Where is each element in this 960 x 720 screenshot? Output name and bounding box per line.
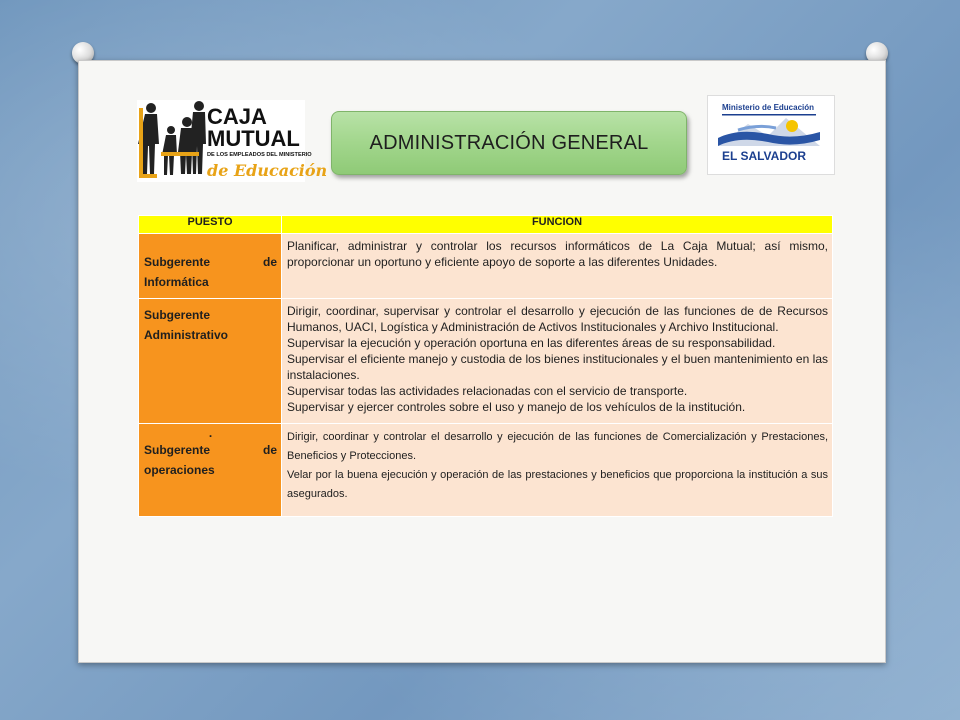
funcion-text: Supervisar el eficiente manejo y custodia de los bienes institucionales y el buen mantenimiento en las instalaciones. [287,352,828,382]
page-title: ADMINISTRACIÓN GENERAL [369,131,649,154]
puesto-text: Subgerente Administrativo [144,308,229,342]
funcion-cell [282,299,833,424]
caja-mutual-logo [137,100,328,182]
logo-text-subtitle: DE LOS EMPLEADOS DEL MINISTERIO [207,152,312,158]
funcion-text: Supervisar y ejercer controles sobre el uso y manejo de los vehículos de la institución. [287,400,746,414]
table-header-row [139,216,833,234]
puesto-cell [139,424,282,517]
funcion-text: Supervisar todas las actividades relacionadas con el servicio de transporte. [287,384,688,398]
table-row [139,299,833,424]
table-row [139,424,833,517]
functions-table [138,215,833,517]
logo-text-mutual: MUTUAL [207,126,300,151]
logo-text-ministerio: Ministerio de Educación [722,103,815,112]
logo-text-caja: CAJA [207,104,267,129]
logo-text-el-salvador: EL SALVADOR [722,149,807,163]
funcion-text: Dirigir, coordinar, supervisar y controlar el desarrollo y ejecución de las funciones de de Recursos Humanos, UACI, Logística y Administración de Activos Institucionales y Archivo Institucional. [287,304,828,334]
funcion-cell [282,234,833,299]
logo-text-educacion: de Educación [207,161,328,180]
funcion-text: Planificar, administrar y controlar los recursos informáticos de La Caja Mutual; así mismo, proporcionar un oportuno y eficiente apoyo de soporte a las diferentes Unidades. [287,239,828,269]
page-title-box [331,111,687,175]
funcion-text: Supervisar la ejecución y operación oportuna en las diferentes áreas de su responsabilidad. [287,336,776,350]
column-header-puesto: PUESTO [139,216,282,234]
ministerio-educacion-logo [707,95,835,175]
column-header-funcion: FUNCION [282,216,833,234]
puesto-text: Subgerente de operaciones [144,443,277,477]
funcion-text: Dirigir, coordinar y controlar el desarrollo y ejecución de las funciones de Comercialización y Prestaciones, Beneficios y Protecciones. [287,431,828,462]
funcion-cell [282,424,833,517]
puesto-prefix: . [208,426,213,440]
puesto-cell [139,299,282,424]
puesto-cell: Subgerente de Informática [139,234,282,299]
table-row [139,234,833,299]
funcion-text: Velar por la buena ejecución y operación de las prestaciones y beneficios que proporciona la institución a sus asegurados. [287,469,828,500]
